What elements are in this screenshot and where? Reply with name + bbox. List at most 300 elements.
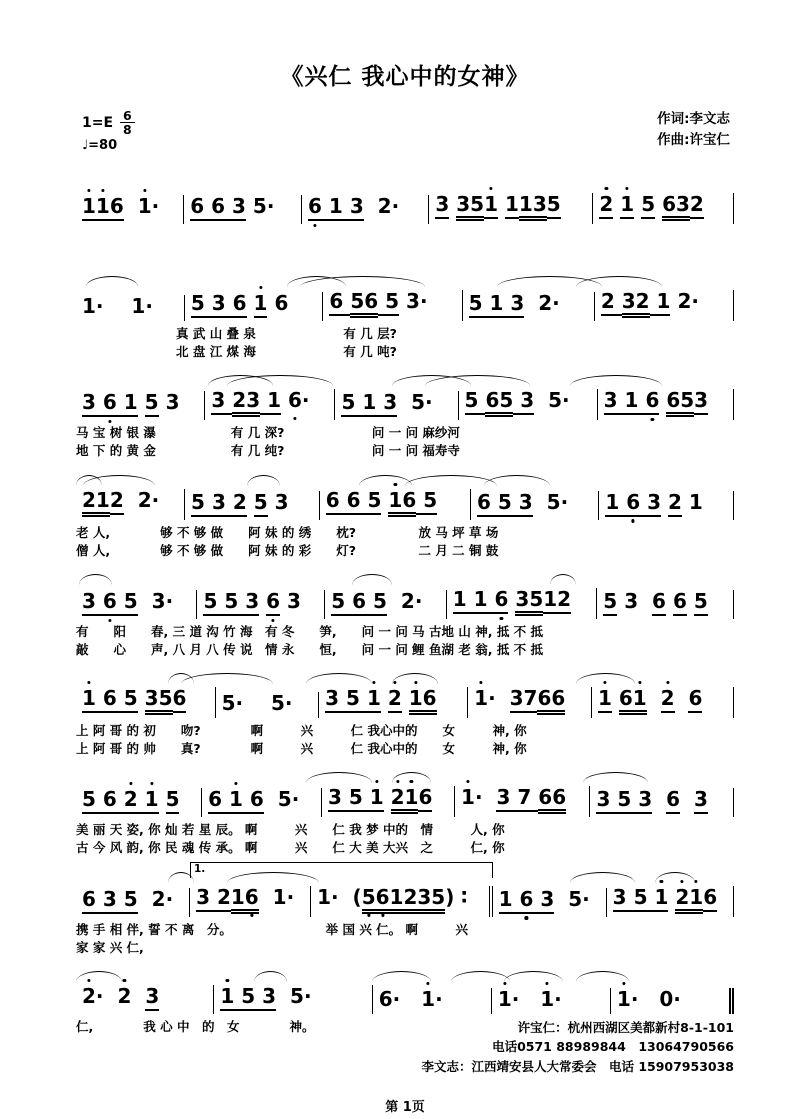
note-char: 3 — [406, 289, 420, 313]
notation-measure — [76, 985, 214, 1014]
note-char — [205, 292, 212, 318]
note-char: 6 — [378, 986, 393, 1011]
note-char: 3 — [262, 985, 276, 1011]
note-char — [534, 389, 541, 412]
note-char: 3 — [417, 886, 431, 914]
note-char — [225, 195, 232, 221]
slur-arc — [306, 772, 372, 783]
slur-arc — [352, 574, 391, 585]
note-char: 6 — [82, 888, 96, 914]
note-char: · — [303, 983, 312, 1008]
note-char: 3 — [515, 588, 529, 616]
notation-measure — [429, 193, 593, 224]
note-char: 1 — [505, 193, 519, 219]
note-char — [666, 590, 673, 613]
note-char — [226, 491, 233, 517]
notation-measure — [459, 389, 598, 420]
note-char: 3 — [211, 389, 225, 415]
notation-measure — [197, 590, 325, 619]
note-char: 1 — [82, 195, 96, 221]
note-char: 3 — [540, 888, 554, 914]
note-char: 5 — [331, 590, 345, 616]
lyrics-area — [76, 524, 734, 560]
note-char — [234, 985, 241, 1011]
notation-row — [76, 969, 734, 1014]
note-char: · — [145, 294, 153, 318]
note-char — [117, 391, 124, 417]
note-char — [638, 389, 645, 415]
lyric-line: 敲 心 声, 八 月 八 传 说 情 永 恒, 问 一 问 鲤 鱼湖 老 翁, 抵 不 抵 — [76, 641, 544, 657]
note-char — [138, 687, 145, 710]
note-char — [617, 590, 624, 613]
note-char: 3 — [533, 193, 547, 221]
note-char: 1 — [598, 687, 612, 713]
note-char — [645, 988, 652, 1011]
note-char: 1 — [519, 193, 533, 221]
note-char — [533, 988, 540, 1011]
note-char: 2 — [232, 389, 246, 417]
note-char: 1 — [82, 687, 96, 713]
note-char: 6 — [326, 489, 340, 515]
notation-measure — [471, 491, 599, 520]
note-char: 0 — [659, 986, 674, 1011]
note-char: · — [301, 388, 310, 413]
note-char: 1 — [497, 986, 512, 1011]
note-char: · — [511, 986, 520, 1011]
note-char: 6 — [211, 195, 225, 221]
notation-measure — [76, 391, 205, 420]
note-char — [243, 692, 250, 715]
note-char — [687, 590, 694, 613]
note-char — [661, 491, 668, 514]
lyric-line: 地 下 的 黄 金 有 几 纯? 问 一 问 福寿寺 — [76, 443, 460, 459]
slur-arc — [254, 971, 287, 982]
note-char — [111, 295, 118, 318]
note-char — [259, 590, 266, 613]
note-char — [670, 290, 677, 313]
note-char: 5 — [252, 194, 267, 218]
time-signature-lower: 8 — [123, 122, 132, 138]
note-char: 6 — [329, 290, 343, 316]
lyric-line: 仁, 我 心 中 的 女 神。 — [76, 1018, 315, 1034]
note-char: 3 — [212, 292, 226, 318]
page-number: 第 1页 — [385, 1099, 425, 1115]
note-char: 5 — [346, 687, 360, 713]
note-char: · — [151, 194, 160, 218]
note-char — [322, 195, 329, 221]
note-char: 3 — [145, 985, 159, 1011]
note-char: 5 — [368, 489, 382, 515]
note-char — [554, 888, 561, 911]
note-char — [260, 389, 267, 415]
quarter-note-icon: ♩ — [82, 138, 89, 154]
note-char: 1 — [254, 292, 268, 318]
note-char: 1 — [605, 491, 619, 517]
notation-measure — [302, 195, 429, 224]
note-char — [238, 590, 245, 616]
note-char — [650, 290, 657, 316]
lyric-line: 上 阿 哥 的 初 吻? 啊 兴 仁 我心中的 女 神, 你 — [76, 723, 527, 738]
note-char — [510, 786, 517, 812]
note-char: 6 — [274, 291, 289, 315]
note-char: 6 — [288, 388, 302, 413]
note-char: 6 — [250, 788, 264, 814]
note-char: 5 — [469, 292, 483, 318]
note-char: 3 — [676, 193, 690, 221]
slur-arc — [86, 276, 139, 287]
note-char: 5 — [221, 691, 236, 715]
note-char — [340, 489, 347, 515]
note-char — [531, 786, 538, 812]
note-char — [360, 687, 367, 713]
note-char — [402, 687, 409, 710]
note-char: 2 — [690, 193, 704, 219]
note-char — [478, 389, 485, 415]
note-char: 1 — [421, 986, 436, 1011]
note-char — [264, 692, 271, 715]
note-char: 1 — [688, 489, 703, 514]
note-char — [204, 195, 211, 221]
note-char: 1 — [409, 687, 423, 715]
note-char: · — [425, 390, 433, 415]
note-char — [675, 687, 682, 710]
note-char — [131, 489, 138, 512]
note-char — [381, 687, 388, 710]
note-char — [508, 588, 515, 611]
note-char: 6 — [364, 290, 378, 318]
note-char: 1 — [453, 588, 467, 614]
note-char: 6 — [619, 687, 633, 715]
note-char: · — [560, 489, 569, 514]
note-char: · — [419, 289, 428, 313]
note-char — [243, 788, 250, 814]
note-char — [264, 788, 271, 811]
note-char — [610, 788, 617, 814]
note-char: 1 — [367, 687, 381, 713]
slur-arc — [181, 673, 273, 684]
note-char: 6 — [266, 590, 280, 616]
lyrics-column — [76, 424, 460, 460]
note-char — [541, 389, 548, 412]
note-char: 5 — [641, 193, 655, 219]
note-char: 3 — [604, 389, 618, 415]
note-char — [96, 391, 103, 417]
note-char — [513, 888, 520, 914]
note-char — [138, 590, 145, 613]
note-char: 5 — [411, 390, 426, 415]
note-char: 1 — [484, 193, 498, 219]
note-char: 6 — [703, 886, 717, 912]
note-char: · — [235, 691, 244, 715]
note-char — [271, 788, 278, 811]
note-char: 1 — [490, 292, 504, 318]
note-char: 3 — [212, 491, 226, 517]
composer-credit: 作曲:许宝仁 — [657, 131, 730, 148]
note-char: · — [691, 289, 699, 313]
note-char: 1 — [220, 985, 234, 1011]
notation-measure — [184, 195, 302, 224]
note-char — [222, 788, 229, 814]
note-char: · — [392, 986, 401, 1011]
notation-measure — [76, 687, 216, 718]
note-char — [96, 687, 103, 713]
lyric-line: 僧 人, 够 不 够 做 阿 妹 的 彩 灯? 二 月 二 铜 鼓 — [76, 542, 499, 558]
note-char — [687, 788, 694, 811]
note-char: 6 — [552, 786, 566, 814]
note-char: 1 — [96, 489, 110, 517]
note-char: 5 — [694, 590, 708, 616]
slur-arc — [570, 872, 636, 883]
note-char — [668, 886, 675, 909]
note-char — [117, 788, 124, 814]
notation-measure — [611, 988, 734, 1014]
note-char: 1 — [461, 785, 475, 810]
note-char: 6 — [495, 588, 509, 614]
note-char: 3 — [596, 788, 610, 814]
note-char — [124, 489, 131, 512]
note-char: 5 — [465, 389, 479, 415]
note-char: 2 — [391, 786, 405, 814]
notation-measure — [185, 292, 324, 321]
note-char: 5 — [145, 391, 159, 417]
note-char: 6 — [103, 391, 117, 417]
note-char — [659, 788, 666, 811]
note-char: 2 — [601, 290, 615, 316]
note-char: · — [165, 886, 174, 911]
note-char: 5 — [498, 491, 512, 517]
slur-arc — [247, 475, 280, 486]
note-char — [503, 687, 510, 710]
note-char — [210, 886, 217, 912]
volta-label: 1. — [194, 862, 206, 875]
note-char: 1 — [82, 294, 96, 318]
note-char: 3 — [519, 491, 533, 517]
note-char: ( — [352, 884, 362, 909]
note-char: 1 — [474, 588, 488, 614]
note-char — [366, 590, 373, 616]
note-char: 6 — [652, 590, 666, 616]
note-char: 3 — [274, 489, 289, 514]
lyric-line: 有 阳 春, 三 道 沟 竹 海 有 冬 笋, 问 一 问 马 古地 山 神, 抵 不 抵 — [76, 623, 544, 639]
note-char: · — [331, 884, 339, 909]
lyrics-column — [76, 722, 527, 758]
notation-measure — [190, 886, 311, 917]
notation-measure — [76, 590, 197, 619]
note-char — [680, 788, 687, 811]
note-char — [145, 888, 152, 911]
note-char: · — [291, 787, 300, 812]
notation-measure — [599, 491, 734, 520]
note-char: 6 — [520, 888, 534, 914]
note-char: 1 — [405, 786, 419, 814]
note-char: 5 — [350, 290, 364, 318]
note-char: 6 — [477, 491, 491, 517]
note-char — [117, 888, 124, 914]
note-char: 1 — [633, 687, 647, 715]
note-char — [652, 988, 659, 1011]
notation-measure — [373, 988, 492, 1014]
music-system — [76, 969, 734, 1076]
note-char — [533, 491, 540, 514]
note-char: 6 — [173, 687, 187, 713]
lyric-line: 北 盘 江 煤 海 有 几 吨? — [76, 344, 397, 360]
note-char: 5 — [603, 590, 617, 616]
note-char: 6 — [190, 195, 204, 221]
notation-measure — [598, 389, 734, 420]
note-char — [491, 491, 498, 517]
score-header — [82, 109, 730, 167]
note-char: · — [562, 388, 570, 413]
note-char: 5 — [254, 491, 268, 517]
note-char — [387, 590, 394, 613]
note-char — [276, 985, 283, 1008]
contact-info-block — [421, 1018, 734, 1076]
note-char: 5 — [431, 886, 445, 914]
note-char: 3 — [638, 788, 652, 814]
note-char: 5 — [499, 389, 513, 417]
note-char: 3 — [694, 389, 708, 415]
note-char: 2 — [377, 194, 392, 218]
note-char: 5 — [680, 389, 694, 417]
note-char: 2 — [557, 588, 571, 614]
note-char — [342, 786, 349, 812]
notation-measure — [76, 788, 202, 817]
note-char — [416, 489, 423, 515]
note-char — [371, 195, 378, 218]
note-char: 5 — [166, 788, 180, 814]
note-char — [682, 687, 689, 710]
note-char: 1 — [474, 686, 489, 710]
note-char: 3 — [151, 588, 166, 613]
note-char — [540, 491, 547, 514]
volta-bracket — [190, 862, 493, 878]
note-char: 6 — [688, 687, 702, 713]
note-char — [496, 687, 503, 710]
slur-arc — [227, 375, 332, 386]
note-char: · — [151, 487, 160, 512]
note-char — [247, 491, 254, 514]
note-char: 6 — [347, 489, 361, 515]
note-char: 6 — [645, 389, 659, 415]
notation-measure — [185, 491, 320, 520]
lyrics-area — [76, 623, 734, 659]
lyrics-area — [76, 821, 734, 857]
notation-measure — [492, 988, 611, 1014]
note-char: 3 — [694, 788, 708, 814]
note-char — [225, 389, 232, 415]
note-char: 5 — [124, 888, 138, 914]
note-char: · — [673, 986, 681, 1011]
note-char — [246, 195, 253, 218]
note-char: 5 — [617, 788, 631, 814]
note-char: 2 — [388, 687, 402, 713]
note-char: 5 — [124, 590, 138, 616]
lyrics-column — [76, 623, 543, 659]
note-char: 1 — [267, 389, 281, 415]
note-char — [104, 985, 111, 1008]
note-char — [519, 988, 526, 1011]
note-char: 6 — [538, 786, 552, 814]
note-char: ) — [445, 884, 455, 909]
note-char — [361, 489, 368, 515]
note-char — [634, 193, 641, 216]
note-char — [404, 391, 411, 414]
lyric-line: 携 手 相 伴, 誓 不 离 分。 举 国 兴 仁。 啊 兴 — [76, 921, 469, 937]
notation-measure — [205, 389, 335, 420]
note-char — [655, 193, 662, 216]
note-char: 2 — [675, 886, 689, 914]
note-char: 3 — [624, 588, 639, 613]
note-char: 3 — [82, 590, 96, 616]
note-char: 5 — [529, 588, 543, 616]
note-char: 6 — [352, 590, 366, 616]
note-char: 3 — [622, 290, 636, 318]
notation-measure — [202, 788, 322, 817]
note-char — [638, 590, 645, 613]
notation-measure — [597, 590, 734, 619]
note-char: 1 — [620, 193, 634, 219]
note-char — [104, 295, 111, 318]
note-char — [268, 491, 275, 514]
note-char: · — [165, 588, 174, 613]
notation-measure — [76, 888, 190, 917]
note-char: 6 — [103, 687, 117, 713]
note-char — [652, 788, 659, 811]
lyrics-area — [76, 1018, 734, 1076]
notation-row — [76, 671, 734, 718]
key-signature: 1=E — [82, 114, 114, 131]
note-char: 5 — [341, 391, 355, 417]
note-char: 1 — [96, 195, 110, 221]
note-char: 1 — [689, 886, 703, 914]
note-char: 1 — [229, 788, 243, 814]
note-char — [376, 391, 383, 417]
slur-arc — [570, 375, 662, 386]
note-char: 6 — [662, 193, 676, 221]
note-char: · — [284, 691, 293, 715]
note-char — [145, 590, 152, 613]
note-char: 3 — [196, 886, 210, 912]
time-signature — [120, 109, 135, 136]
note-char — [381, 489, 388, 512]
notation-measure — [592, 687, 734, 718]
note-char — [281, 389, 288, 412]
notation-measure — [76, 195, 184, 224]
note-char: 1 — [616, 986, 631, 1011]
lyric-line: 古 今 风 韵, 你 民 魂 传 承。 啊 兴 仁 大 美 大兴 之 仁, 你 — [76, 840, 505, 856]
notation-row — [76, 373, 734, 420]
notation-row — [76, 572, 734, 619]
notation-measure — [335, 391, 458, 420]
key-tempo-block — [82, 109, 135, 155]
note-char — [407, 988, 414, 1011]
notation-measure — [216, 692, 320, 718]
note-char: 3 — [647, 491, 661, 517]
note-char — [159, 391, 166, 414]
note-char — [255, 985, 262, 1011]
note-char — [654, 687, 661, 710]
note-char — [280, 590, 287, 613]
note-char: · — [582, 886, 590, 911]
note-char: · — [414, 588, 423, 613]
music-system — [76, 671, 734, 758]
lyrics-area — [76, 722, 734, 758]
note-char: 1 — [231, 886, 245, 914]
note-char — [615, 290, 622, 316]
note-char: 3 — [325, 687, 339, 713]
slur-arc — [359, 475, 412, 486]
notation-measure — [493, 888, 607, 917]
